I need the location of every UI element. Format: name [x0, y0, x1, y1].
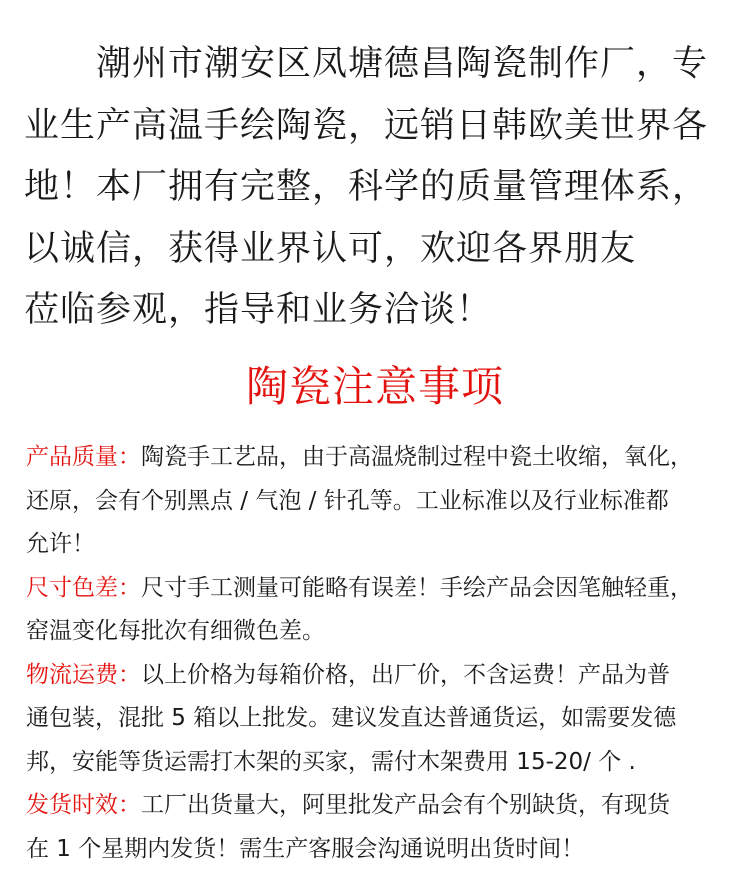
section-text: 尺寸手工测量可能略有误差！手绘产品会因笔触轻重，: [141, 574, 693, 601]
size-color-label: 尺寸色差：: [26, 574, 141, 601]
section-text: 在 1 个星期内发货！需生产客服会沟通说明出货时间！: [26, 835, 585, 862]
notice-list: [26, 436, 746, 871]
section-text: 以上价格为每箱价格，出厂价，不含运费！产品为普: [141, 661, 670, 688]
delivery-time-label: 发货时效：: [26, 792, 141, 818]
intro-line: 业生产高温手绘陶瓷，远销日韩欧美世界各: [24, 105, 709, 146]
shipping-cost-line: [26, 654, 746, 698]
section-text: 邦，安能等货运需打木架的买家，需付木架费用 15-20/ 个 .: [26, 748, 636, 775]
intro-line: 潮州市潮安区凤塘德昌陶瓷制作厂，专: [96, 44, 709, 84]
section-text: 窑温变化每批次有细微色差。: [26, 618, 325, 644]
section-text: 通包装，混批 5 箱以上批发。建议发直达普通货运，如需要发德: [26, 705, 677, 731]
quality-label: 产品质量：: [26, 444, 141, 470]
company-intro: [24, 34, 740, 342]
quality-line: [26, 436, 746, 480]
size-color-line: [26, 567, 746, 611]
intro-line: 以诚信，获得业界认可，欢迎各界朋友: [24, 228, 637, 269]
section-text: 允许！: [26, 531, 95, 557]
section-text: 工厂出货量大，阿里批发产品会有个别缺货，有现货: [141, 792, 670, 818]
section-text: 还原，会有个别黑点 / 气泡 / 针孔等。工业标准以及行业标准都: [26, 487, 669, 514]
delivery-time-line: [26, 784, 746, 828]
intro-line: 地！本厂拥有完整，科学的质量管理体系，: [24, 167, 709, 207]
intro-line: 莅临参观，指导和业务洽谈！: [24, 290, 493, 330]
notice-heading: 陶瓷注意事项: [245, 362, 504, 411]
shipping-cost-label: 物流运费：: [26, 661, 141, 688]
section-text: 陶瓷手工艺品，由于高温烧制过程中瓷土收缩，氧化，: [141, 444, 693, 470]
